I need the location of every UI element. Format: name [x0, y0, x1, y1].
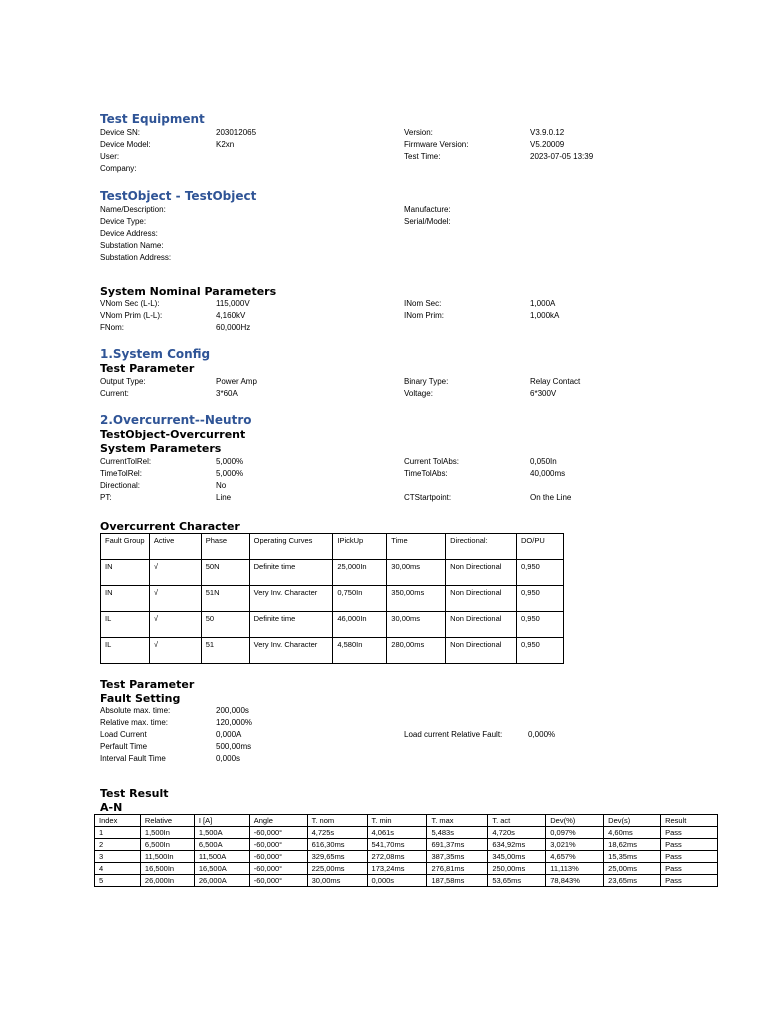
field-label: Substation Address:: [100, 253, 172, 262]
kv-row: [100, 480, 680, 492]
kv-row: [100, 228, 680, 240]
table-cell: 26,000A: [194, 875, 249, 887]
field-label: Current:: [100, 389, 129, 398]
field-label: INom Sec:: [404, 299, 442, 308]
kv-row: [100, 163, 680, 175]
table-cell: Non Directional: [446, 586, 517, 612]
table-cell: 280,00ms: [387, 638, 446, 664]
field-value: On the Line: [530, 493, 572, 502]
kv-row: [100, 252, 680, 264]
field-value: 4,160kV: [216, 311, 246, 320]
field-label: User:: [100, 152, 120, 161]
table-cell: Pass: [661, 839, 718, 851]
field-value: 0,000A: [216, 730, 242, 739]
kv-row: [100, 468, 680, 480]
table-cell: √: [149, 638, 201, 664]
table-cell: Very Inv. Character: [249, 586, 333, 612]
table-cell: 6,500In: [140, 839, 194, 851]
table-cell: 387,35ms: [427, 851, 488, 863]
column-header: Dev(%): [546, 815, 604, 827]
field-label: Current TolAbs:: [404, 457, 459, 466]
field-label: Firmware Version:: [404, 140, 469, 149]
field-value: 1,000A: [530, 299, 556, 308]
kv-row: [100, 741, 680, 753]
table-cell: 0,950: [517, 560, 564, 586]
kv-row: [100, 456, 680, 468]
field-value: No: [216, 481, 227, 490]
table-cell: 46,000In: [333, 612, 387, 638]
column-header: Angle: [249, 815, 307, 827]
table-header-row: [95, 815, 718, 827]
table-row: [95, 863, 718, 875]
field-label: Perfault Time: [100, 742, 148, 751]
kv-row: [100, 492, 680, 504]
field-label: Voltage:: [404, 389, 433, 398]
table-cell: 173,24ms: [367, 863, 427, 875]
table-cell: Non Directional: [446, 560, 517, 586]
kv-row: [100, 753, 680, 765]
table-cell: 0,000s: [367, 875, 427, 887]
section-title-overcurrent-character: Overcurrent Character: [100, 520, 240, 533]
system-nominal-table: [100, 298, 680, 334]
table-cell: 3,021%: [546, 839, 604, 851]
subtitle-testobject-overcurrent: TestObject-Overcurrent: [100, 428, 246, 441]
field-label: FNom:: [100, 323, 124, 332]
section-title-test-parameter: Test Parameter: [100, 678, 195, 691]
subtitle-system-parameters: System Parameters: [100, 442, 222, 455]
subtitle-test-parameter: Test Parameter: [100, 362, 195, 375]
column-header: T. min: [367, 815, 427, 827]
table-cell: IN: [101, 586, 150, 612]
field-value: 6*300V: [530, 389, 557, 398]
table-cell: 16,500A: [194, 863, 249, 875]
field-label: Name/Description:: [100, 205, 166, 214]
column-header: IPickUp: [333, 534, 387, 560]
table-cell: 4,725s: [307, 827, 367, 839]
table-cell: 225,00ms: [307, 863, 367, 875]
table-row: [95, 839, 718, 851]
table-cell: Pass: [661, 863, 718, 875]
field-label: TimeTolRel:: [100, 469, 142, 478]
table-cell: 25,000In: [333, 560, 387, 586]
field-value: 120,000%: [216, 718, 253, 727]
kv-row: [100, 705, 680, 717]
column-header: Directional:: [446, 534, 517, 560]
kv-row: [100, 376, 680, 388]
table-cell: -60,000°: [249, 863, 307, 875]
field-value: 3*60A: [216, 389, 238, 398]
table-cell: 5,483s: [427, 827, 488, 839]
table-cell: 4,60ms: [604, 827, 661, 839]
table-cell: 276,81ms: [427, 863, 488, 875]
field-value: 500,00ms: [216, 742, 252, 751]
field-label: VNom Sec (L-L):: [100, 299, 160, 308]
column-header: Index: [95, 815, 141, 827]
field-value: V5.20009: [530, 140, 565, 149]
field-label: Interval Fault Time: [100, 754, 166, 763]
kv-row: [100, 322, 680, 334]
test-object-table: [100, 204, 680, 264]
kv-row: [100, 216, 680, 228]
field-label: Test Time:: [404, 152, 441, 161]
table-cell: 691,37ms: [427, 839, 488, 851]
section-title-overcurrent: 2.Overcurrent--Neutro: [100, 413, 252, 427]
field-value: 115,000V: [216, 299, 250, 308]
field-value: Line: [216, 493, 232, 502]
kv-row: [100, 717, 680, 729]
section-title-test-equipment: Test Equipment: [100, 112, 205, 126]
table-cell: -60,000°: [249, 875, 307, 887]
field-value: 1,000kA: [530, 311, 560, 320]
table-cell: √: [149, 612, 201, 638]
column-header: Active: [149, 534, 201, 560]
table-cell: 1: [95, 827, 141, 839]
field-label: Directional:: [100, 481, 141, 490]
field-value: 40,000ms: [530, 469, 566, 478]
column-header: Time: [387, 534, 446, 560]
field-label: Device Address:: [100, 229, 158, 238]
field-label: Manufacture:: [404, 205, 451, 214]
field-label: Device Model:: [100, 140, 151, 149]
field-value: K2xn: [216, 140, 235, 149]
table-cell: 0,950: [517, 638, 564, 664]
field-label: Load current Relative Fault:: [404, 730, 503, 739]
table-cell: 0,950: [517, 612, 564, 638]
field-value: 200,000s: [216, 706, 249, 715]
field-label: Substation Name:: [100, 241, 164, 250]
table-row: [101, 586, 564, 612]
table-cell: Pass: [661, 875, 718, 887]
table-cell: √: [149, 560, 201, 586]
field-label: Relative max. time:: [100, 718, 169, 727]
table-row: [95, 875, 718, 887]
table-cell: 4: [95, 863, 141, 875]
table-cell: 616,30ms: [307, 839, 367, 851]
table-cell: 634,92ms: [488, 839, 546, 851]
section-title-system-config: 1.System Config: [100, 347, 211, 361]
table-cell: 1,500In: [140, 827, 194, 839]
field-label: VNom Prim (L-L):: [100, 311, 163, 320]
field-label: Serial/Model:: [404, 217, 451, 226]
table-cell: 250,00ms: [488, 863, 546, 875]
kv-row: [100, 310, 680, 322]
kv-row: [100, 204, 680, 216]
table-cell: 11,500A: [194, 851, 249, 863]
table-cell: 15,35ms: [604, 851, 661, 863]
test-result-table: [94, 814, 718, 887]
column-header: Phase: [201, 534, 249, 560]
table-cell: Pass: [661, 827, 718, 839]
kv-row: [100, 388, 680, 400]
field-label: Output Type:: [100, 377, 146, 386]
field-value: V3.9.0.12: [530, 128, 565, 137]
table-row: [95, 827, 718, 839]
overcurrent-params-table: [100, 456, 680, 504]
field-label: Version:: [404, 128, 433, 137]
table-cell: IL: [101, 638, 150, 664]
field-label: Device Type:: [100, 217, 147, 226]
field-label: TimeTolAbs:: [404, 469, 448, 478]
section-title-test-object: TestObject - TestObject: [100, 189, 257, 203]
field-value: 0,000%: [528, 730, 556, 739]
system-config-table: [100, 376, 680, 400]
table-cell: 11,500In: [140, 851, 194, 863]
table-cell: 16,500In: [140, 863, 194, 875]
table-cell: Non Directional: [446, 638, 517, 664]
table-cell: 30,00ms: [307, 875, 367, 887]
table-cell: Definite time: [249, 560, 333, 586]
table-header-row: [101, 534, 564, 560]
kv-row: [100, 151, 680, 163]
table-cell: 350,00ms: [387, 586, 446, 612]
column-header: DO/PU: [517, 534, 564, 560]
table-cell: 5: [95, 875, 141, 887]
table-cell: Pass: [661, 851, 718, 863]
table-cell: 0,097%: [546, 827, 604, 839]
field-value: Power Amp: [216, 377, 257, 386]
table-cell: 4,061s: [367, 827, 427, 839]
table-cell: 4,580In: [333, 638, 387, 664]
column-header: Operating Curves: [249, 534, 333, 560]
field-value: 5,000%: [216, 469, 244, 478]
test-equipment-table: [100, 127, 680, 175]
table-cell: Very Inv. Character: [249, 638, 333, 664]
table-cell: 4,657%: [546, 851, 604, 863]
table-cell: 18,62ms: [604, 839, 661, 851]
overcurrent-character-table: [100, 533, 564, 664]
field-value: 60,000Hz: [216, 323, 251, 332]
kv-row: [100, 127, 680, 139]
field-label: Binary Type:: [404, 377, 449, 386]
fault-setting-table: [100, 705, 680, 765]
table-cell: 25,00ms: [604, 863, 661, 875]
table-cell: 23,65ms: [604, 875, 661, 887]
table-cell: 6,500A: [194, 839, 249, 851]
field-label: Device SN:: [100, 128, 141, 137]
table-cell: 51N: [201, 586, 249, 612]
column-header: Dev(s): [604, 815, 661, 827]
table-cell: -60,000°: [249, 827, 307, 839]
field-label: CurrentTolRel:: [100, 457, 152, 466]
table-cell: IL: [101, 612, 150, 638]
table-cell: √: [149, 586, 201, 612]
field-label: INom Prim:: [404, 311, 444, 320]
column-header: T. act: [488, 815, 546, 827]
table-cell: 3: [95, 851, 141, 863]
table-cell: 78,843%: [546, 875, 604, 887]
table-row: [95, 851, 718, 863]
table-cell: 0,750In: [333, 586, 387, 612]
table-cell: 11,113%: [546, 863, 604, 875]
table-cell: 345,00ms: [488, 851, 546, 863]
column-header: T. max: [427, 815, 488, 827]
report-page: [99, 112, 687, 887]
table-cell: 50: [201, 612, 249, 638]
field-label: Absolute max. time:: [100, 706, 171, 715]
kv-row: [100, 298, 680, 310]
field-value: 0,000s: [216, 754, 241, 763]
table-cell: 50N: [201, 560, 249, 586]
field-label: Load Current: [100, 730, 147, 739]
table-cell: 53,65ms: [488, 875, 546, 887]
table-cell: 30,00ms: [387, 560, 446, 586]
table-cell: 541,70ms: [367, 839, 427, 851]
table-row: [101, 612, 564, 638]
field-label: CTStartpoint:: [404, 493, 452, 502]
kv-row: [100, 240, 680, 252]
field-value: 203012065: [216, 128, 257, 137]
section-title-system-nominal: System Nominal Parameters: [100, 285, 277, 298]
table-cell: 51: [201, 638, 249, 664]
section-title-test-result: Test Result: [100, 787, 169, 800]
table-cell: Definite time: [249, 612, 333, 638]
kv-row: [100, 139, 680, 151]
table-cell: 0,950: [517, 586, 564, 612]
column-header: T. nom: [307, 815, 367, 827]
kv-row: [100, 729, 680, 741]
table-cell: 272,08ms: [367, 851, 427, 863]
table-cell: -60,000°: [249, 851, 307, 863]
field-value: 5,000%: [216, 457, 244, 466]
table-cell: IN: [101, 560, 150, 586]
table-cell: 1,500A: [194, 827, 249, 839]
table-cell: 329,65ms: [307, 851, 367, 863]
table-row: [101, 560, 564, 586]
column-header: I [A]: [194, 815, 249, 827]
table-cell: 30,00ms: [387, 612, 446, 638]
table-cell: Non Directional: [446, 612, 517, 638]
table-cell: -60,000°: [249, 839, 307, 851]
table-row: [101, 638, 564, 664]
column-header: Relative: [140, 815, 194, 827]
field-value: 0,050In: [530, 457, 557, 466]
field-value: Relay Contact: [530, 377, 581, 386]
table-cell: 26,000In: [140, 875, 194, 887]
table-cell: 4,720s: [488, 827, 546, 839]
field-value: 2023-07-05 13:39: [530, 152, 594, 161]
subtitle-fault-setting: Fault Setting: [100, 692, 181, 705]
table-cell: 187,58ms: [427, 875, 488, 887]
table-cell: 2: [95, 839, 141, 851]
subtitle-a-n: A-N: [100, 801, 123, 814]
field-label: Company:: [100, 164, 137, 173]
column-header: Result: [661, 815, 718, 827]
column-header: Fault Group: [101, 534, 150, 560]
field-label: PT:: [100, 493, 112, 502]
